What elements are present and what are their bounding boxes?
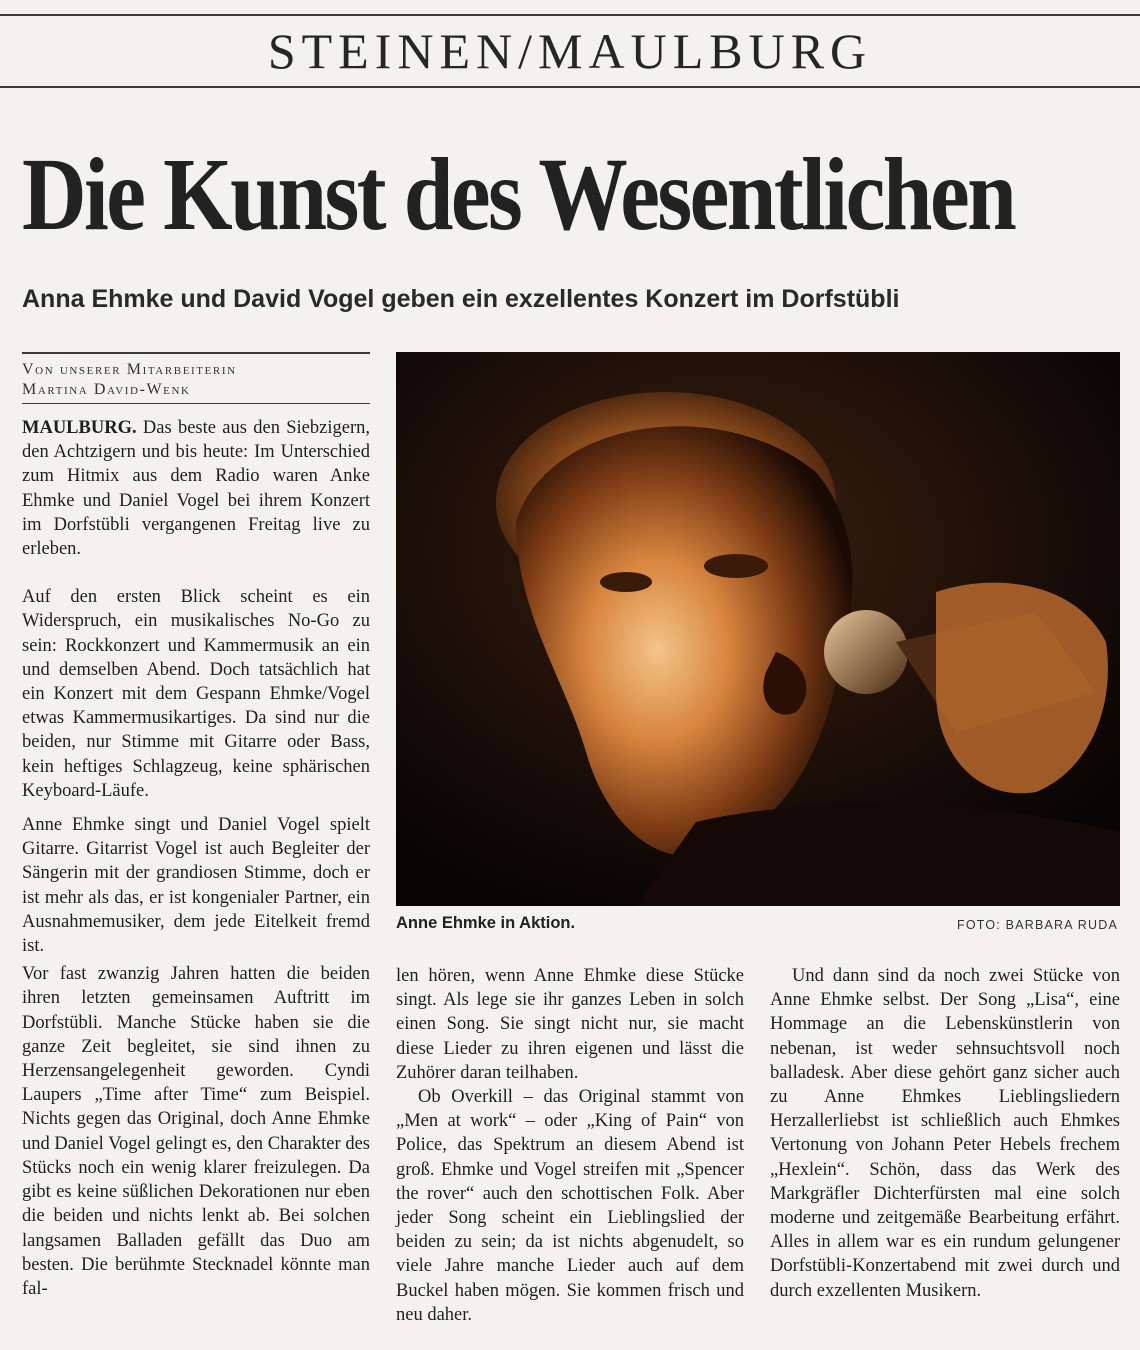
column-3 <box>770 964 1120 1303</box>
section-rule <box>0 86 1140 88</box>
photo-caption: Anne Ehmke in Aktion. <box>396 914 576 932</box>
concert-photo <box>396 352 1120 906</box>
lead-text: Das beste aus den Siebzigern, den Achtzigern und bis heute: Im Unterschied zum Hitmix aus dem Radio waren Anke Ehmke und Daniel Vogel bei ihrem Konzert im Dorfstübli vergangenen Freitag live zu erleben. <box>22 418 370 560</box>
singer-photo-illustration <box>396 352 1120 906</box>
paragraph: Und dann sind da noch zwei Stücke von Anne Ehmke selbst. Der Song „Lisa“, eine Hommage an die Lebenskünstlerin von nebenan, ist weder sehnsuchtsvoll noch balladesk. Aber diese gehört ganz sicher auch zu Anne Ehmkes Lieblingsliedern Herzallerliebst ist schließlich auch Ehmkes Vertonung von Johann Peter Hebels frechem „Hexlein“. Schön, dass das Werk des Markgräfler Dichterfürsten mal eine solch moderne und zeitgemäße Bearbeitung erfährt. Alles in allem war es ein rundum gelungener Dorfstübli-Konzertabend mit zwei durch und durch exzellenten Musikern. <box>770 966 1120 1301</box>
byline-top-rule <box>22 352 370 354</box>
paragraph: Vor fast zwanzig Jahren hatten die beiden ihren letzten gemeinsamen Auftritt im Dorfstübli. Manche Stücke haben sie die ganze Zeit begleitet, sie sind ihnen zu Herzensangelegenheit geworden. Cyndi Laupers „Time after Time“ zum Beispiel. Nichts gegen das Original, doch Anne Ehmke und Daniel Vogel gelingt es, den Charakter des Stücks noch ein wenig klarer freizulegen. Da gibt es keine süßlichen Dekorationen nur eben die beiden und nichts lenkt ab. Bei solchen langsamen Balladen gefällt das Duo am besten. Die berühmte Stecknadel könnte man fal- <box>22 964 370 1299</box>
lead-paragraph <box>22 416 370 561</box>
byline-bottom-rule <box>22 403 370 404</box>
byline <box>22 360 370 400</box>
paragraph: Auf den ersten Blick scheint es ein Widerspruch, ein musikalisches No-Go zu sein: Rockkonzert und Kammermusik an ein und demselben Abend. Doch tatsächlich hat ein Konzert mit dem Gespann Ehmke/Vogel etwas Kammermusikartiges. Da sind nur die beiden, nur Stimme mit Gitarre oder Bass, kein heftiges Schlagzeug, keine sphärischen Keyboard-Läufe. <box>22 587 370 801</box>
subheadline: Anna Ehmke und David Vogel geben ein exzellentes Konzert im Dorfstübli <box>22 285 900 313</box>
dateline: MAULBURG. <box>22 418 137 438</box>
section-title: STEINEN/MAULBURG <box>267 23 873 79</box>
headline: Die Kunst des Wesentlichen <box>22 137 1015 252</box>
photo-credit: FOTO: BARBARA RUDA <box>957 918 1118 932</box>
byline-role: Von unserer Mitarbeiterin <box>22 361 237 378</box>
byline-author: Martina David-Wenk <box>22 381 191 398</box>
paragraph: len hören, wenn Anne Ehmke diese Stücke singt. Als lege sie ihr ganzes Leben in solch einen Song. Sie singt nicht nur, sie macht diese Lieder zu ihren eigenen und lässt die Zuhörer daran teilhaben. <box>396 966 744 1083</box>
paragraph: Anne Ehmke singt und Daniel Vogel spielt Gitarre. Gitarrist Vogel ist auch Begleiter der Sängerin mit der grandiosen Stimme, doch er ist mehr als das, er ist kongenialer Partner, ein Ausnahmemusiker, dem jede Eitelkeit fremd ist. <box>22 815 370 957</box>
column-1 <box>22 416 370 1301</box>
paragraph: Ob Overkill – das Original stammt von „Men at work“ – oder „King of Pain“ von Police, das Spektrum an diesem Abend ist groß. Ehmke und Vogel streifen mit „Spencer the rover“ auch den schottischen Folk. Aber jeder Song scheint ein Lieblingslied der beiden zu sein; da ist nichts abgenudelt, so viele Jahre manche Lieder auch auf dem Buckel haben mögen. Sie kommen frisch und neu daher. <box>396 1087 744 1325</box>
column-2 <box>396 964 744 1327</box>
top-rule <box>0 14 1140 16</box>
